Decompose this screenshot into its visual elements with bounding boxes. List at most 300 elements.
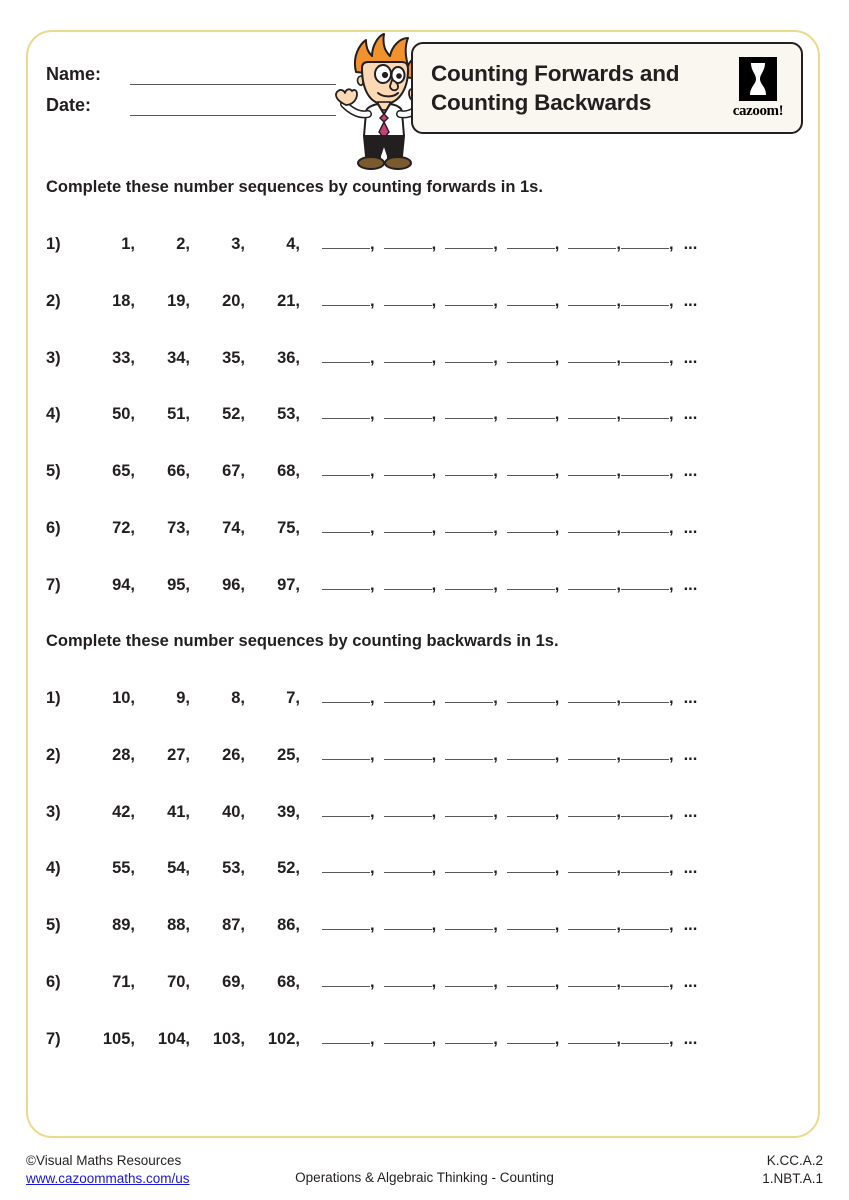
- comma-separator: ,: [370, 745, 375, 764]
- given-number: 1,: [121, 235, 135, 253]
- comma-separator: ,: [554, 519, 560, 537]
- question-row: [46, 972, 806, 1000]
- answer-blank[interactable]: [621, 688, 669, 703]
- comma-separator: ,: [370, 1029, 375, 1048]
- question-number: 4): [46, 859, 61, 878]
- answer-blank[interactable]: [384, 1029, 432, 1044]
- answer-blank[interactable]: [322, 1029, 370, 1044]
- given-number: 4,: [286, 235, 300, 253]
- question-row: [46, 348, 806, 376]
- answer-blanks: [322, 575, 697, 595]
- given-number: 89,: [112, 916, 135, 935]
- answer-blank[interactable]: [507, 915, 555, 930]
- answer-blank[interactable]: [621, 291, 669, 306]
- answer-blank[interactable]: [507, 575, 555, 590]
- comma-separator: ,: [668, 916, 674, 935]
- comma-separator: ,: [668, 745, 674, 764]
- sequence-ellipsis: ...: [683, 348, 698, 367]
- answer-blank[interactable]: [621, 858, 669, 873]
- answer-blank[interactable]: [507, 518, 555, 533]
- given-number: 74,: [222, 519, 245, 537]
- given-number: 8,: [231, 689, 245, 707]
- answer-blank[interactable]: [445, 518, 493, 533]
- answer-blank[interactable]: [568, 688, 616, 703]
- given-number: 20,: [222, 291, 245, 310]
- answer-blank[interactable]: [322, 745, 370, 760]
- name-row: [46, 54, 336, 85]
- answer-blank[interactable]: [507, 291, 555, 306]
- answer-blanks: [322, 234, 697, 254]
- comma-separator: ,: [493, 1029, 498, 1048]
- answer-blank[interactable]: [322, 802, 370, 817]
- comma-separator: ,: [554, 745, 560, 764]
- comma-separator: ,: [554, 462, 560, 481]
- website-link[interactable]: www.cazoommaths.com/us: [26, 1171, 190, 1186]
- answer-blank[interactable]: [322, 291, 370, 306]
- name-label: Name:: [46, 64, 102, 84]
- answer-blank[interactable]: [322, 461, 370, 476]
- comma-separator: ,: [370, 802, 375, 821]
- answer-blank[interactable]: [568, 575, 616, 590]
- sequence-ellipsis: ...: [683, 745, 698, 764]
- answer-blank[interactable]: [384, 404, 432, 419]
- given-number: 25,: [277, 745, 300, 764]
- comma-separator: ,: [431, 916, 437, 935]
- question-row: [46, 1029, 806, 1057]
- cazoom-logo: [727, 57, 789, 120]
- answer-blanks: [322, 291, 697, 311]
- comma-separator: ,: [431, 291, 437, 310]
- given-number: 86,: [277, 916, 300, 935]
- comma-separator: ,: [554, 348, 560, 367]
- answer-blank[interactable]: [507, 802, 555, 817]
- comma-separator: ,: [554, 575, 560, 594]
- given-number: 18,: [112, 291, 135, 310]
- sequence-ellipsis: ...: [683, 235, 698, 253]
- given-number: 27,: [167, 745, 190, 764]
- answer-blank[interactable]: [568, 404, 616, 419]
- given-number: 21,: [277, 291, 300, 310]
- question-number: 6): [46, 973, 61, 991]
- comma-separator: ,: [431, 405, 437, 424]
- sequence-ellipsis: ...: [683, 291, 698, 310]
- section-heading: Complete these number sequences by counting forwards in 1s.: [46, 178, 543, 196]
- comma-separator: ,: [554, 973, 560, 991]
- comma-separator: ,: [431, 973, 437, 991]
- answer-blanks: [322, 972, 697, 992]
- answer-blank[interactable]: [445, 915, 493, 930]
- answer-blank[interactable]: [621, 972, 669, 987]
- answer-blank[interactable]: [322, 688, 370, 703]
- name-write-line[interactable]: [130, 64, 336, 85]
- answer-blank[interactable]: [384, 461, 432, 476]
- sequence-ellipsis: ...: [683, 575, 698, 594]
- answer-blanks: [322, 915, 697, 935]
- given-number: 65,: [112, 462, 135, 481]
- sequence-ellipsis: ...: [683, 802, 698, 821]
- comma-separator: ,: [493, 916, 498, 935]
- comma-separator: ,: [431, 462, 437, 481]
- given-number: 66,: [167, 462, 190, 481]
- comma-separator: ,: [554, 916, 560, 935]
- answer-blank[interactable]: [445, 291, 493, 306]
- standard-code-1: K.CC.A.2: [766, 1153, 823, 1168]
- comma-separator: ,: [370, 462, 375, 481]
- question-row: [46, 858, 806, 886]
- answer-blank[interactable]: [322, 858, 370, 873]
- comma-separator: ,: [668, 405, 674, 424]
- question-number: 5): [46, 916, 61, 935]
- comma-separator: ,: [493, 519, 498, 537]
- comma-separator: ,: [370, 973, 375, 991]
- comma-separator: ,: [493, 859, 498, 878]
- question-row: [46, 575, 806, 603]
- question-number: 3): [46, 802, 61, 821]
- given-number: 55,: [112, 859, 135, 878]
- comma-separator: ,: [616, 859, 621, 878]
- comma-separator: ,: [616, 802, 621, 821]
- comma-separator: ,: [370, 916, 375, 935]
- answer-blank[interactable]: [445, 802, 493, 817]
- answer-blank[interactable]: [384, 858, 432, 873]
- comma-separator: ,: [616, 973, 621, 991]
- page-title-line-1: Counting Forwards and: [431, 61, 680, 86]
- page-title-line-2: Counting Backwards: [431, 90, 652, 115]
- comma-separator: ,: [370, 348, 375, 367]
- answer-blank[interactable]: [568, 518, 616, 533]
- comma-separator: ,: [431, 575, 437, 594]
- given-number: 71,: [112, 973, 135, 991]
- answer-blank[interactable]: [384, 915, 432, 930]
- answer-blank[interactable]: [322, 915, 370, 930]
- footer-topic: Operations & Algebraic Thinking - Counting: [295, 1170, 554, 1185]
- answer-blank[interactable]: [445, 575, 493, 590]
- given-number: 41,: [167, 802, 190, 821]
- comma-separator: ,: [668, 462, 674, 481]
- given-number: 97,: [277, 575, 300, 594]
- comma-separator: ,: [431, 802, 437, 821]
- answer-blank[interactable]: [384, 802, 432, 817]
- given-number: 102,: [267, 1029, 300, 1048]
- given-number: 33,: [112, 348, 135, 367]
- comma-separator: ,: [431, 348, 437, 367]
- answer-blank[interactable]: [507, 461, 555, 476]
- question-row: [46, 688, 806, 716]
- answer-blank[interactable]: [384, 972, 432, 987]
- comma-separator: ,: [668, 802, 674, 821]
- given-number: 96,: [222, 575, 245, 594]
- answer-blank[interactable]: [384, 291, 432, 306]
- comma-separator: ,: [493, 462, 498, 481]
- given-number: 50,: [112, 405, 135, 424]
- comma-separator: ,: [370, 859, 375, 878]
- answer-blank[interactable]: [384, 348, 432, 363]
- given-number: 68,: [277, 973, 300, 991]
- comma-separator: ,: [616, 575, 621, 594]
- given-number: 7,: [286, 689, 300, 707]
- comma-separator: ,: [493, 405, 498, 424]
- given-number: 34,: [167, 348, 190, 367]
- worksheet-title-box: [411, 42, 803, 134]
- answer-blank[interactable]: [384, 518, 432, 533]
- sequence-ellipsis: ...: [683, 405, 698, 424]
- answer-blank[interactable]: [322, 575, 370, 590]
- cazoom-logo-mark-icon: [739, 57, 777, 101]
- question-row: [46, 802, 806, 830]
- sequence-ellipsis: ...: [683, 916, 698, 935]
- copyright-text: ©Visual Maths Resources: [26, 1153, 182, 1168]
- comma-separator: ,: [616, 348, 621, 367]
- comma-separator: ,: [370, 575, 375, 594]
- answer-blank[interactable]: [621, 234, 669, 249]
- date-row: [46, 85, 336, 116]
- answer-blank[interactable]: [568, 234, 616, 249]
- answer-blank[interactable]: [621, 348, 669, 363]
- given-number: 3,: [231, 235, 245, 253]
- comma-separator: ,: [370, 405, 375, 424]
- answer-blank[interactable]: [445, 348, 493, 363]
- answer-blank[interactable]: [507, 1029, 555, 1044]
- given-number: 87,: [222, 916, 245, 935]
- sequence-ellipsis: ...: [683, 462, 698, 481]
- answer-blank[interactable]: [621, 575, 669, 590]
- page-title: [431, 59, 723, 117]
- comma-separator: ,: [370, 519, 375, 537]
- comma-separator: ,: [554, 235, 560, 253]
- worksheet-footer: [0, 1152, 849, 1200]
- comma-separator: ,: [493, 235, 498, 253]
- answer-blank[interactable]: [568, 745, 616, 760]
- comma-separator: ,: [554, 859, 560, 878]
- answer-blank[interactable]: [507, 858, 555, 873]
- comma-separator: ,: [431, 745, 437, 764]
- answer-blank[interactable]: [621, 802, 669, 817]
- answer-blank[interactable]: [445, 858, 493, 873]
- answer-blank[interactable]: [507, 972, 555, 987]
- comma-separator: ,: [616, 291, 621, 310]
- sequence-ellipsis: ...: [683, 689, 698, 707]
- comma-separator: ,: [668, 291, 674, 310]
- sequence-ellipsis: ...: [683, 519, 698, 537]
- answer-blank[interactable]: [445, 461, 493, 476]
- answer-blank[interactable]: [384, 234, 432, 249]
- answer-blank[interactable]: [322, 518, 370, 533]
- comma-separator: ,: [616, 689, 621, 707]
- question-row: [46, 915, 806, 943]
- given-number: 73,: [167, 519, 190, 537]
- question-number: 7): [46, 575, 61, 594]
- answer-blank[interactable]: [322, 234, 370, 249]
- comma-separator: ,: [554, 291, 560, 310]
- given-number: 51,: [167, 405, 190, 424]
- answer-blank[interactable]: [621, 745, 669, 760]
- question-row: [46, 234, 806, 262]
- answer-blank[interactable]: [445, 688, 493, 703]
- given-number: 2,: [176, 235, 190, 253]
- answer-blank[interactable]: [621, 915, 669, 930]
- given-number: 105,: [102, 1029, 135, 1048]
- given-number: 9,: [176, 689, 190, 707]
- answer-blanks: [322, 404, 697, 424]
- given-number: 53,: [277, 405, 300, 424]
- given-number: 26,: [222, 745, 245, 764]
- given-number: 75,: [277, 519, 300, 537]
- given-number: 69,: [222, 973, 245, 991]
- given-number: 19,: [167, 291, 190, 310]
- comma-separator: ,: [668, 348, 674, 367]
- answer-blank[interactable]: [445, 234, 493, 249]
- question-number: 3): [46, 348, 61, 367]
- answer-blank[interactable]: [568, 291, 616, 306]
- answer-blank[interactable]: [568, 972, 616, 987]
- answer-blanks: [322, 348, 697, 368]
- comma-separator: ,: [668, 859, 674, 878]
- comma-separator: ,: [554, 689, 560, 707]
- question-row: [46, 461, 806, 489]
- given-number: 103,: [212, 1029, 245, 1048]
- comma-separator: ,: [616, 519, 621, 537]
- name-date-block: [46, 54, 336, 116]
- comma-separator: ,: [493, 348, 498, 367]
- question-row: [46, 745, 806, 773]
- answer-blank[interactable]: [568, 1029, 616, 1044]
- given-number: 88,: [167, 916, 190, 935]
- given-number: 53,: [222, 859, 245, 878]
- given-number: 36,: [277, 348, 300, 367]
- question-number: 1): [46, 235, 61, 253]
- comma-separator: ,: [431, 519, 437, 537]
- comma-separator: ,: [668, 235, 674, 253]
- question-number: 2): [46, 745, 61, 764]
- comma-separator: ,: [431, 1029, 437, 1048]
- answer-blank[interactable]: [507, 234, 555, 249]
- answer-blank[interactable]: [568, 915, 616, 930]
- given-number: 54,: [167, 859, 190, 878]
- answer-blank[interactable]: [621, 461, 669, 476]
- answer-blank[interactable]: [621, 518, 669, 533]
- answer-blanks: [322, 518, 697, 538]
- comma-separator: ,: [554, 802, 560, 821]
- given-number: 39,: [277, 802, 300, 821]
- footer-standards: [762, 1152, 823, 1188]
- comma-separator: ,: [668, 575, 674, 594]
- comma-separator: ,: [431, 235, 437, 253]
- comma-separator: ,: [370, 235, 375, 253]
- given-number: 28,: [112, 745, 135, 764]
- question-number: 4): [46, 405, 61, 424]
- answer-blank[interactable]: [445, 1029, 493, 1044]
- answer-blank[interactable]: [568, 461, 616, 476]
- comma-separator: ,: [616, 1029, 621, 1048]
- question-number: 7): [46, 1029, 61, 1048]
- answer-blank[interactable]: [384, 688, 432, 703]
- given-number: 94,: [112, 575, 135, 594]
- answer-blanks: [322, 802, 697, 822]
- answer-blank[interactable]: [445, 972, 493, 987]
- sequence-ellipsis: ...: [683, 973, 698, 991]
- sequence-ellipsis: ...: [683, 859, 698, 878]
- answer-blank[interactable]: [507, 688, 555, 703]
- comma-separator: ,: [616, 235, 621, 253]
- given-number: 52,: [277, 859, 300, 878]
- answer-blank[interactable]: [322, 404, 370, 419]
- answer-blank[interactable]: [507, 745, 555, 760]
- given-number: 40,: [222, 802, 245, 821]
- given-number: 42,: [112, 802, 135, 821]
- answer-blank[interactable]: [384, 575, 432, 590]
- comma-separator: ,: [616, 745, 621, 764]
- given-number: 70,: [167, 973, 190, 991]
- worksheet-header: [26, 30, 820, 170]
- answer-blank[interactable]: [568, 348, 616, 363]
- given-number: 68,: [277, 462, 300, 481]
- comma-separator: ,: [493, 291, 498, 310]
- sequence-ellipsis: ...: [683, 1029, 698, 1048]
- comma-separator: ,: [431, 689, 437, 707]
- standard-code-2: 1.NBT.A.1: [762, 1171, 823, 1186]
- answer-blank[interactable]: [621, 404, 669, 419]
- answer-blank[interactable]: [322, 972, 370, 987]
- comma-separator: ,: [668, 973, 674, 991]
- comma-separator: ,: [616, 462, 621, 481]
- comma-separator: ,: [668, 689, 674, 707]
- answer-blank[interactable]: [445, 745, 493, 760]
- answer-blanks: [322, 745, 697, 765]
- comma-separator: ,: [616, 405, 621, 424]
- comma-separator: ,: [431, 859, 437, 878]
- comma-separator: ,: [554, 405, 560, 424]
- comma-separator: ,: [493, 973, 498, 991]
- given-number: 52,: [222, 405, 245, 424]
- question-row: [46, 518, 806, 546]
- comma-separator: ,: [493, 575, 498, 594]
- comma-separator: ,: [493, 689, 498, 707]
- question-number: 6): [46, 519, 61, 537]
- section-heading: Complete these number sequences by counting backwards in 1s.: [46, 632, 559, 650]
- comma-separator: ,: [493, 802, 498, 821]
- cazoom-logo-wordmark: cazoom!: [732, 102, 784, 119]
- answer-blanks: [322, 461, 697, 481]
- comma-separator: ,: [668, 519, 674, 537]
- comma-separator: ,: [616, 916, 621, 935]
- answer-blanks: [322, 1029, 697, 1049]
- answer-blank[interactable]: [568, 858, 616, 873]
- answer-blank[interactable]: [445, 404, 493, 419]
- answer-blank[interactable]: [507, 348, 555, 363]
- answer-blank[interactable]: [507, 404, 555, 419]
- comma-separator: ,: [493, 745, 498, 764]
- comma-separator: ,: [554, 1029, 560, 1048]
- answer-blank[interactable]: [384, 745, 432, 760]
- answer-blank[interactable]: [322, 348, 370, 363]
- given-number: 10,: [112, 689, 135, 707]
- comma-separator: ,: [370, 689, 375, 707]
- question-number: 5): [46, 462, 61, 481]
- question-row: [46, 291, 806, 319]
- answer-blank[interactable]: [621, 1029, 669, 1044]
- date-write-line[interactable]: [130, 95, 336, 116]
- answer-blanks: [322, 688, 697, 708]
- given-number: 72,: [112, 519, 135, 537]
- answer-blank[interactable]: [568, 802, 616, 817]
- given-number: 104,: [157, 1029, 190, 1048]
- comma-separator: ,: [668, 1029, 674, 1048]
- date-label: Date:: [46, 95, 92, 115]
- given-number: 67,: [222, 462, 245, 481]
- given-number: 95,: [167, 575, 190, 594]
- given-number: 35,: [222, 348, 245, 367]
- answer-blanks: [322, 858, 697, 878]
